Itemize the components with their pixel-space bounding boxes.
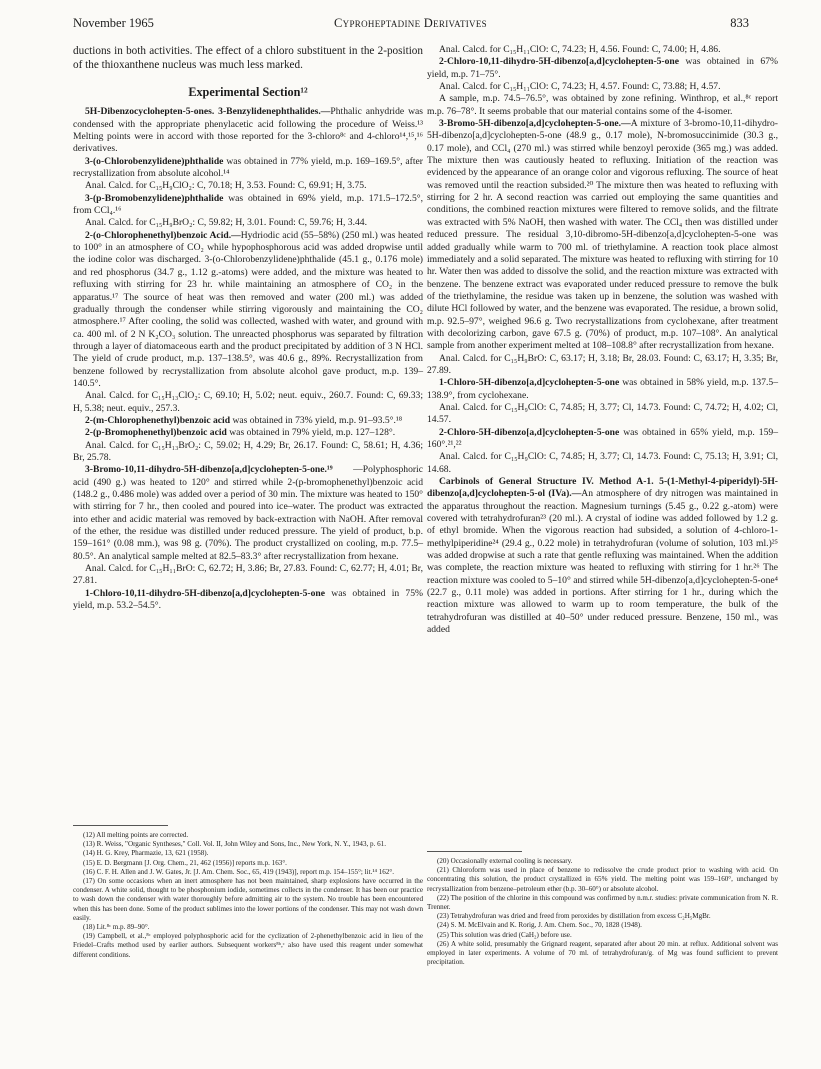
compound-heading: 1-Chloro-5H-dibenzo[a,d]cyclohepten-5-one	[439, 377, 620, 389]
footnote: (14) H. G. Krey, Pharmazie, 13, 621 (1958).	[83, 849, 209, 858]
body-paragraph	[427, 451, 778, 476]
body-paragraph	[73, 156, 423, 181]
right-paragraphs	[427, 44, 778, 637]
compound-heading: 2-(p-Bromophenethyl)benzoic acid	[85, 427, 227, 439]
body-paragraph	[73, 106, 423, 155]
body-paragraph	[73, 464, 423, 563]
footnote-list-left	[73, 831, 423, 960]
body-paragraph	[73, 230, 423, 390]
paragraph-text: A sample, m.p. 74.5–76.5°, was obtained by zone refining. Winthrop, et al.,⁸ᶜ report m.p. 76–78°. It seems probable that our material contains some of the 4-isomer.	[427, 93, 778, 117]
running-header-date: November 1965	[73, 16, 154, 30]
body-paragraph	[73, 415, 423, 427]
paragraph-text: Anal. Calcd. for C₁₅H₁₁ClO: C, 74.23; H, 4.56. Found: C, 74.00; H, 4.86.	[439, 44, 721, 55]
footnote: (18) Lit.⁸ᶜ m.p. 89–90°.	[83, 923, 150, 932]
body-paragraph	[427, 427, 778, 452]
body-paragraph	[427, 81, 778, 93]
footnote: (20) Occasionally external cooling is necessary.	[437, 857, 573, 865]
paragraph-text: was obtained in 58% yield, m.p. 137.5–138.9°, from cyclohexane.	[427, 377, 778, 401]
paragraph-text: was obtained in 73% yield, m.p. 91–93.5°.¹⁸	[230, 414, 403, 426]
body-paragraph	[73, 427, 423, 439]
body-paragraph	[427, 118, 778, 353]
paragraph-text: Anal. Calcd. for C₁₅H₁₃ClO₂: C, 69.10; H, 5.02; neut. equiv., 260.7. Found: C, 69.33; H, 5.38; neut. equiv., 257.3.	[73, 390, 423, 414]
compound-heading: 5H-Dibenzocyclohepten-5-ones. 3-Benzylidenephthalides.—	[85, 106, 331, 118]
body-paragraph	[73, 180, 423, 192]
compound-heading: 3-(p-Bromobenzylidene)phthalide	[85, 192, 224, 204]
body-paragraph	[427, 93, 778, 118]
footnote: (21) Chloroform was used in place of benzene to redissolve the crude product prior to washing with acid. On concentrating this solution, the product crystallized in 65% yield. The melting point was 159–160°, unchanged by recrystallization from benzene–petroleum ether (b.p. 30–60°) or absolute alcohol.	[427, 866, 778, 893]
compound-heading: 2-(o-Chlorophenethyl)benzoic Acid.—	[85, 229, 241, 241]
compound-heading: 2-(m-Chlorophenethyl)benzoic acid	[85, 414, 231, 426]
compound-heading: 1-Chloro-10,11-dihydro-5H-dibenzo[a,d]cyclohepten-5-one	[85, 587, 326, 599]
paragraph-text: An atmosphere of dry nitrogen was maintained in the apparatus throughout the reaction. Magnesium turnings (5.45 g., 0.22 g.-atom) were covered with tetrahydrofuran²³ (20 ml.). A crystal of iodine was added followed by 1.2 g. of ethyl bromide. When the vigorous reaction had subsided, a solution of 4-chloro-1-methylpiperidine²⁴ (29.4 g., 0.22 mole) in tetrahydrofuran (volume of solution, 103 ml.)²⁵ was added dropwise at such a rate that gentle refluxing was maintained. When the addition was complete, the reaction mixture was heated to refluxing with stirring for 1 hr.²⁶ The reaction mixture was cooled to 5–10° and stirred while 5H-dibenzo[a,d]cyclohepten-5-one⁴ (22.7 g., 0.11 mole) was added in portions. After stirring for 1 hr., during which the reaction mixture was allowed to warm up to room temperature, the bulk of the tetrahydrofuran was distilled at 40–50° under reduced pressure. Benzene, 150 ml., was added	[427, 488, 778, 636]
running-header-title: Cyproheptadine Derivatives	[334, 16, 487, 30]
footnote: (16) C. F. H. Allen and J. W. Gates, Jr. [J. Am. Chem. Soc., 65, 419 (1943)], report m.p. 154–155°; lit.¹⁴ 162°.	[83, 867, 394, 876]
body-paragraph	[73, 193, 423, 218]
footnote: (12) All melting points are corrected.	[83, 831, 189, 839]
footnotes-left	[73, 825, 423, 960]
footnote-list-right	[427, 857, 778, 967]
footnotes-right	[427, 851, 778, 967]
body-paragraph	[73, 588, 423, 613]
paragraph-text: Anal. Calcd. for C₁₅H₉BrO₂: C, 59.82; H, 3.01. Found: C, 59.76; H, 3.44.	[85, 217, 367, 229]
page-number: 833	[730, 16, 749, 30]
footnote: (15) E. D. Bergmann [J. Org. Chem., 21, 462 (1956)] reports m.p. 163°.	[83, 858, 287, 867]
compound-heading: 2-Chloro-10,11-dihydro-5H-dibenzo[a,d]cyclohepten-5-one	[439, 56, 680, 68]
body-paragraph	[73, 563, 423, 588]
compound-heading: Carbinols of General Structure IV. Method A-1. 5-(1-Methyl-4-piperidyl)-5H-dibenzo[a,d]cyclohepten-5-ol (IVa).—	[427, 476, 778, 500]
body-paragraph	[427, 476, 778, 636]
body-paragraph	[73, 390, 423, 415]
paragraph-text: Anal. Calcd. for C₁₅H₉ClO: C, 74.85; H, 3.77; Cl, 14.73. Found: C, 74.72; H, 4.02; Cl, 14.57.	[427, 401, 778, 426]
paragraph-text: was obtained in 65% yield, m.p. 159–160°.²¹,²²	[427, 426, 778, 450]
body-paragraph	[73, 217, 423, 229]
body-paragraph	[427, 402, 778, 427]
section-heading: Experimental Section¹²	[188, 85, 308, 99]
footnote: (26) A white solid, presumably the Grignard reagent, separated after about 20 min. at reflux. Additional solvent was employed in later experiments. A volume of 70 ml. of tetrahydrofuran/g. of Mg was found sufficient to prevent precipitation.	[427, 939, 778, 967]
compound-heading: 3-Bromo-5H-dibenzo[a,d]cyclohepten-5-one.—	[439, 118, 631, 130]
paragraph-text: Anal. Calcd. for C₁₅H₁₁BrO: C, 62.72; H, 3.86; Br, 27.83. Found: C, 62.77; H, 4.01; Br, 27.81.	[73, 563, 423, 587]
paragraph-text: Hydriodic acid (55–58%) (250 ml.) was heated to 100° in an atmosphere of CO₂ while hypophosphorous acid was added dropwise until the iodine color was discharged. 3-(o-Chlorobenzylidene)phthalide (45.1 g., 0.176 mole) and red phosphorus (34.7 g., 1.12 g.-atoms) were added, and the mixture was heated to refluxing with stirring for 23 hr. while maintaining an atmosphere of CO₂ in the apparatus.¹⁷ The source of heat was then removed and water (200 ml.) was added gradually through the condenser while stirring vigorously and maintaining the CO₂ atmosphere.¹⁷ After cooling, the solid was collected, washed with water, and ground with ca. 400 ml. of 2 N K₂CO₃ solution. The unreacted phosphorus was separated by filtration through a layer of diatomaceous earth and the product precipitated by addition of 3 N HCl. The yield of crude product, m.p. 137–138.5°, was 40.6 g., 89%. Recrystallization from benzene followed by recrystallization from absolute alcohol gave product, m.p. 139–140.5°.	[73, 229, 423, 389]
footnote: (13) R. Weiss, "Organic Syntheses," Coll. Vol. II, John Wiley and Sons, Inc., New York, N. Y., 1943, p. 61.	[83, 840, 387, 849]
body-paragraph	[427, 56, 778, 81]
paragraph-text: Anal. Calcd. for C₁₅H₉ClO: C, 74.85; H, 3.77; Cl, 14.73. Found: C, 75.13; H, 3.91; Cl, 14.68.	[427, 451, 778, 475]
footnote: (19) Campbell, et al.,⁸ᶜ employed polyphosphoric acid for the cyclization of 2-phenethylbenzoic acid in lieu of the Friedel–Crafts method used by earlier authors. Subsequent workers⁸ᵇ,ᶜ also have used this reagent under somewhat different conditions.	[73, 932, 423, 959]
intro-paragraph: ductions in both activities. The effect of a chloro substituent in the 2-position of the thioxanthene nucleus was much less marked.	[73, 45, 423, 71]
paragraph-text: was obtained in 77% yield, m.p. 169–169.5°, after recrystallization from absolute alcohol.¹⁴	[73, 155, 423, 180]
footnote: (23) Tetrahydrofuran was dried and freed from peroxides by distillation from excess C₂H₅MgBr.	[437, 912, 711, 921]
left-column	[73, 44, 423, 612]
compound-heading: 3-(o-Chlorobenzylidene)phthalide	[85, 155, 224, 167]
paragraph-text: Phthalic anhydride was condensed with the appropriate phenylacetic acid following the procedure of Weiss.¹³ Melting points were in accord with those reported for the 3-chloro⁸ᶜ and 4-chloro¹⁴,¹⁵,¹⁶ derivatives.	[73, 106, 423, 155]
footnote: (24) S. M. McElvain and K. Rorig, J. Am. Chem. Soc., 70, 1828 (1948).	[437, 921, 642, 930]
body-paragraph	[73, 440, 423, 465]
paragraph-text: Anal. Calcd. for C₁₅H₉BrO: C, 63.17; H, 3.18; Br, 28.03. Found: C, 63.17; H, 3.35; Br, 27.89.	[427, 352, 778, 376]
compound-heading: 2-Chloro-5H-dibenzo[a,d]cyclohepten-5-one	[439, 426, 620, 438]
paragraph-text: Anal. Calcd. for C₁₅H₉ClO₂: C, 70.18; H, 3.53. Found: C, 69.91; H, 3.75.	[85, 180, 367, 192]
footnote-rule	[427, 851, 522, 852]
paragraph-text: was obtained in 79% yield, m.p. 127–128°.	[226, 427, 396, 439]
paragraph-text: Anal. Calcd. for C₁₅H₁₃BrO₂: C, 59.02; H, 4.29; Br, 26.17. Found: C, 58.61; H, 4.36; Br, 25.78.	[73, 439, 423, 463]
paragraph-text: was obtained in 69% yield, m.p. 171.5–172.5°, from CCl₄.¹⁶	[73, 192, 423, 217]
body-paragraph	[427, 377, 778, 402]
footnote-rule	[73, 825, 168, 826]
paragraph-text: was obtained in 67% yield, m.p. 71–75°.	[427, 56, 778, 80]
body-paragraph	[427, 44, 778, 56]
footnote: (22) The position of the chlorine in this compound was confirmed by n.m.r. studies: private communication from N. R. Trenner.	[427, 893, 778, 912]
footnote: (17) On some occasions when an inert atmosphere has not been maintained, sharp explosions have occurred in the condenser. A white solid, thought to be phosphonium iodide, sometimes collects in the condenser. It has been our practice to wash down the condenser with water thoroughly before admitting air to the system. No trouble has been encountered when this has been done. Some of the product sublimes into the lower portions of the condenser. This may not wash down easily.	[73, 877, 423, 922]
footnote: (25) This solution was dried (CaH₂) before use.	[437, 930, 572, 939]
paragraph-text: —Polyphosphoric acid (490 g.) was heated to 120° and stirred while 2-(p-bromophenethyl)benzoic acid (148.2 g., 0.486 mole) was added over a period of 30 min. The mixture was heated to 150° with stirring for 7 hr., then cooled and poured into ice–water. The product was extracted into ether and acidic material was removed by back-extraction with NaOH. After removal of the ether, the residue was distilled under reduced pressure. The yield of product, b.p. 159–161° (0.08 mm.), was 98 g. (70%). The product crystallized on cooling, m.p. 77.5–80.5°. An analytical sample melted at 82.5–83.3° after recrystallization from hexane.	[73, 464, 423, 562]
paragraph-text: was obtained in 75% yield, m.p. 53.2–54.5°.	[73, 587, 423, 612]
compound-heading: 3-Bromo-10,11-dihydro-5H-dibenzo[a,d]cyclohepten-5-one.¹⁹	[85, 464, 333, 476]
left-paragraphs	[73, 106, 423, 612]
right-column	[427, 44, 778, 637]
paragraph-text: A mixture of 3-bromo-10,11-dihydro-5H-dibenzo[a,d]cyclohepten-5-one (48.9 g., 0.17 mole), N-bromosuccinimide (30.3 g., 0.17 mole), and CCl₄ (270 ml.) was stirred while benzoyl peroxide (365 mg.) was added. The mixture then was cautiously heated to refluxing. Initiation of the reaction was evidenced by the appearance of an orange color and vigorous refluxing. The source of heat was removed until the reaction subsided.²⁰ The mixture then was heated to refluxing with stirring for 2 hr. A second reaction was carried out employing the same quantities and conditions, the combined reaction mixtures were filtered to remove solids, and the filtrate was extracted with 5% NaOH, then washed with water. The CCl₄ then was distilled under reduced pressure. The residual 3,10-dibromo-5H-dibenzo[a,d]cyclohepten-5-one was added gradually while warm to 700 ml. of triethylamine. A reaction took place almost immediately and a solid separated. The mixture was heated to refluxing with stirring for 10 hr. Water then was added to dissolve the solid, and the reaction mixture was extracted with benzene. The benzene extract was evaporated under reduced pressure to remove the bulk of the triethylamine, the residue was taken up in benzene, the solution was washed with dilute HCl followed by water, and the benzene was evaporated. The residue, a brown solid, m.p. 92.5–97°, weighed 96.6 g. Two recrystallizations from cyclohexane, after treatment with decolorizing carbon, gave 67.5 g. (70%) of product, m.p. 107–108°. An analytical sample from another experiment melted at 108–108.8° after recrystallization from hexane.	[427, 118, 778, 352]
body-paragraph	[427, 353, 778, 378]
paragraph-text: Anal. Calcd. for C₁₅H₁₁ClO: C, 74.23; H, 4.57. Found: C, 73.88; H, 4.57.	[439, 81, 721, 93]
